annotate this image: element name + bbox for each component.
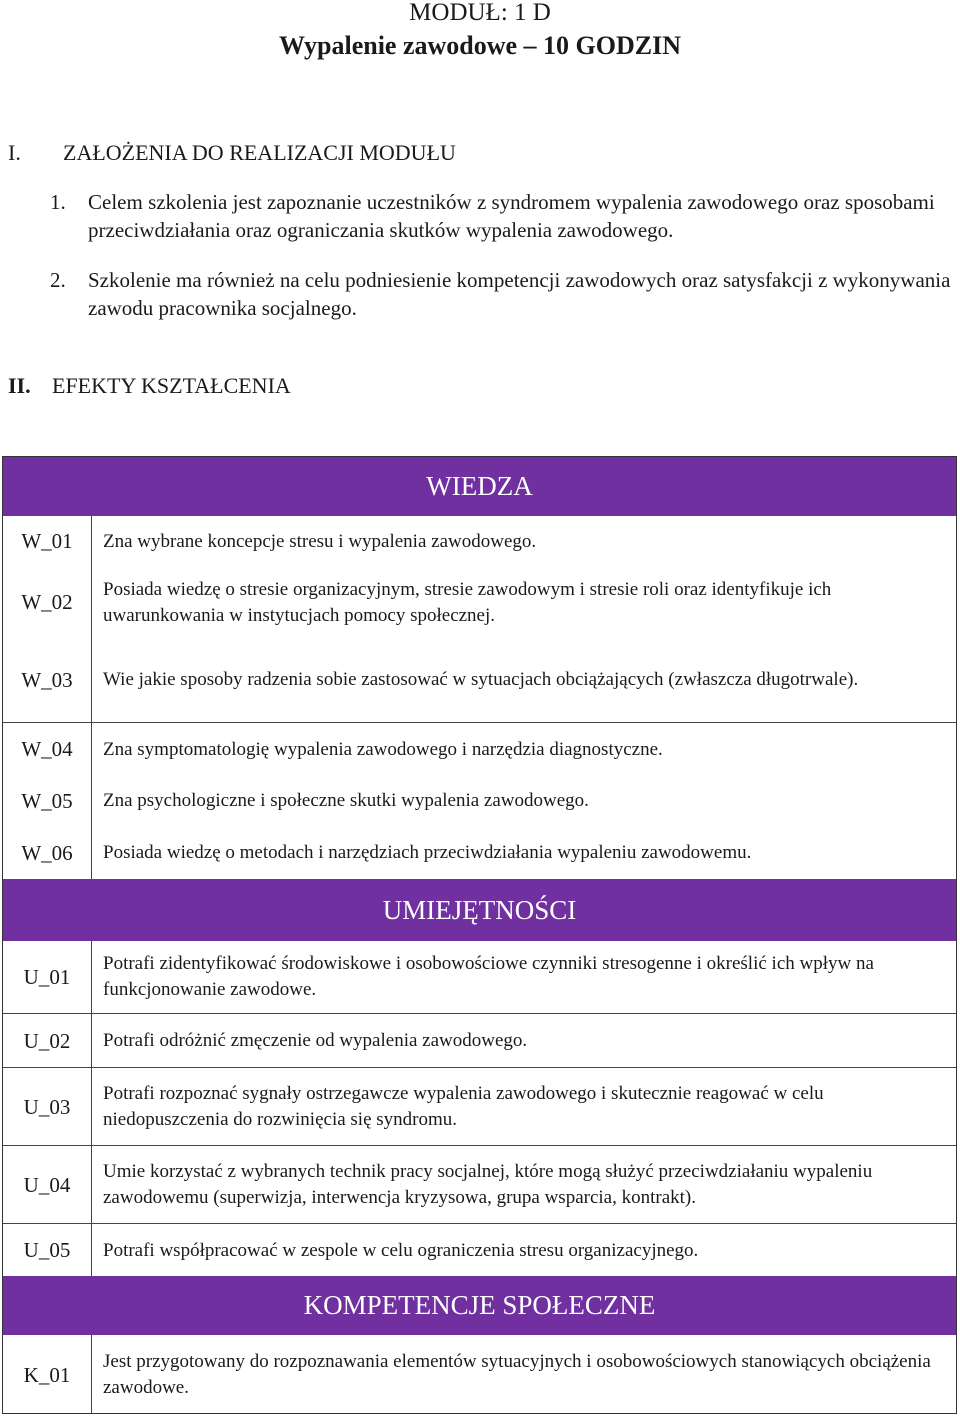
outcome-code: K_01	[3, 1335, 92, 1414]
outcome-code: U_04	[3, 1146, 92, 1224]
outcome-text: Zna symptomatologię wypalenia zawodowego i narzędzia diagnostyczne.	[103, 738, 663, 760]
outcome-text: Potrafi współpracować w zespole w celu ograniczenia stresu organizacyjnego.	[103, 1239, 699, 1261]
outcome-text: Posiada wiedzę o metodach i narzędziach przeciwdziałania wypaleniu zawodowemu.	[103, 842, 752, 863]
outcome-code: W_04	[3, 723, 92, 776]
table-row	[3, 638, 956, 722]
list-item	[50, 266, 955, 322]
module-subtitle: Wypalenie zawodowe – 10 GODZIN	[278, 31, 682, 60]
outcome-code: W_05	[3, 775, 92, 827]
outcome-text: Posiada wiedzę o stresie organizacyjnym, stresie zawodowym i stresie roli oraz identyfikuje ich uwarunkowania w instytucjach pomocy społecznej.	[103, 578, 832, 626]
outcome-text: Potrafi rozpoznać sygnały ostrzegawcze wypalenia zawodowego i skutecznie reagować w celu niedopuszczenia do rozwinięcia się syndromu.	[103, 1083, 824, 1130]
table-row	[3, 827, 956, 879]
kompetencje-header: KOMPETENCJE SPOŁECZNE	[3, 1276, 956, 1335]
outcome-code: W_01	[3, 516, 92, 567]
umiejetnosci-header: UMIEJĘTNOŚCI	[3, 879, 956, 941]
table-row	[3, 516, 956, 567]
outcome-text: Potrafi zidentyfikować środowiskowe i osobowościowe czynniki stresogenne i określić ich wpływ na funkcjonowanie zawodowe.	[103, 953, 874, 1000]
table-row	[3, 567, 956, 638]
outcome-text: Zna psychologiczne i społeczne skutki wypalenia zawodowego.	[103, 790, 589, 811]
list-item	[50, 188, 955, 244]
outcome-text: Jest przygotowany do rozpoznawania elementów sytuacyjnych i osobowościowych stanowiących obciążenia zawodowe.	[103, 1351, 931, 1398]
table-row	[3, 941, 956, 1013]
section-title: EFEKTY KSZTAŁCENIA	[52, 373, 291, 398]
table-row	[3, 722, 956, 776]
wiedza-header: WIEDZA	[3, 457, 956, 516]
list-item-number: 2.	[50, 268, 66, 292]
module-title: MODUŁ: 1 D	[409, 0, 551, 26]
table-row	[3, 1145, 956, 1224]
section-heading-assumptions	[8, 140, 708, 168]
section-number: II.	[8, 373, 31, 398]
outcome-code: U_01	[3, 941, 92, 1013]
table-row	[3, 1335, 956, 1414]
outcome-text: Umie korzystać z wybranych technik pracy socjalnej, które mogą służyć przeciwdziałaniu wypaleniu zawodowemu (superwizja, interwencja kryzysowa, grupa wsparcia, kontrakt).	[103, 1161, 873, 1208]
table-row	[3, 1013, 956, 1068]
list-item-text: Celem szkolenia jest zapoznanie uczestników z syndromem wypalenia zawodowego oraz sposobami przeciwdziałania oraz ograniczania skutków wypalenia zawodowego.	[88, 190, 935, 242]
outcome-text: Potrafi odróżnić zmęczenie od wypalenia zawodowego.	[103, 1030, 528, 1051]
outcome-code: W_02	[3, 567, 92, 638]
table-row	[3, 775, 956, 827]
outcome-code: W_06	[3, 827, 92, 879]
table-row	[3, 1223, 956, 1277]
outcome-code: U_03	[3, 1068, 92, 1146]
section-heading-outcomes	[8, 373, 708, 401]
outcome-text: Wie jakie sposoby radzenia sobie zastosować w sytuacjach obciążających (zwłaszcza długotrwale).	[103, 669, 859, 690]
outcome-text: Zna wybrane koncepcje stresu i wypalenia zawodowego.	[103, 530, 537, 552]
list-item-number: 1.	[50, 190, 66, 214]
section-number: I.	[8, 140, 21, 165]
table-row	[3, 1067, 956, 1146]
section-title: ZAŁOŻENIA DO REALIZACJI MODUŁU	[63, 140, 456, 165]
outcome-code: W_03	[3, 638, 92, 722]
outcome-code: U_05	[3, 1224, 92, 1277]
learning-outcomes-table	[2, 456, 957, 1414]
outcome-code: U_02	[3, 1014, 92, 1068]
list-item-text: Szkolenie ma również na celu podniesienie kompetencji zawodowych oraz satysfakcji z wykonywania zawodu pracownika socjalnego.	[88, 268, 951, 320]
